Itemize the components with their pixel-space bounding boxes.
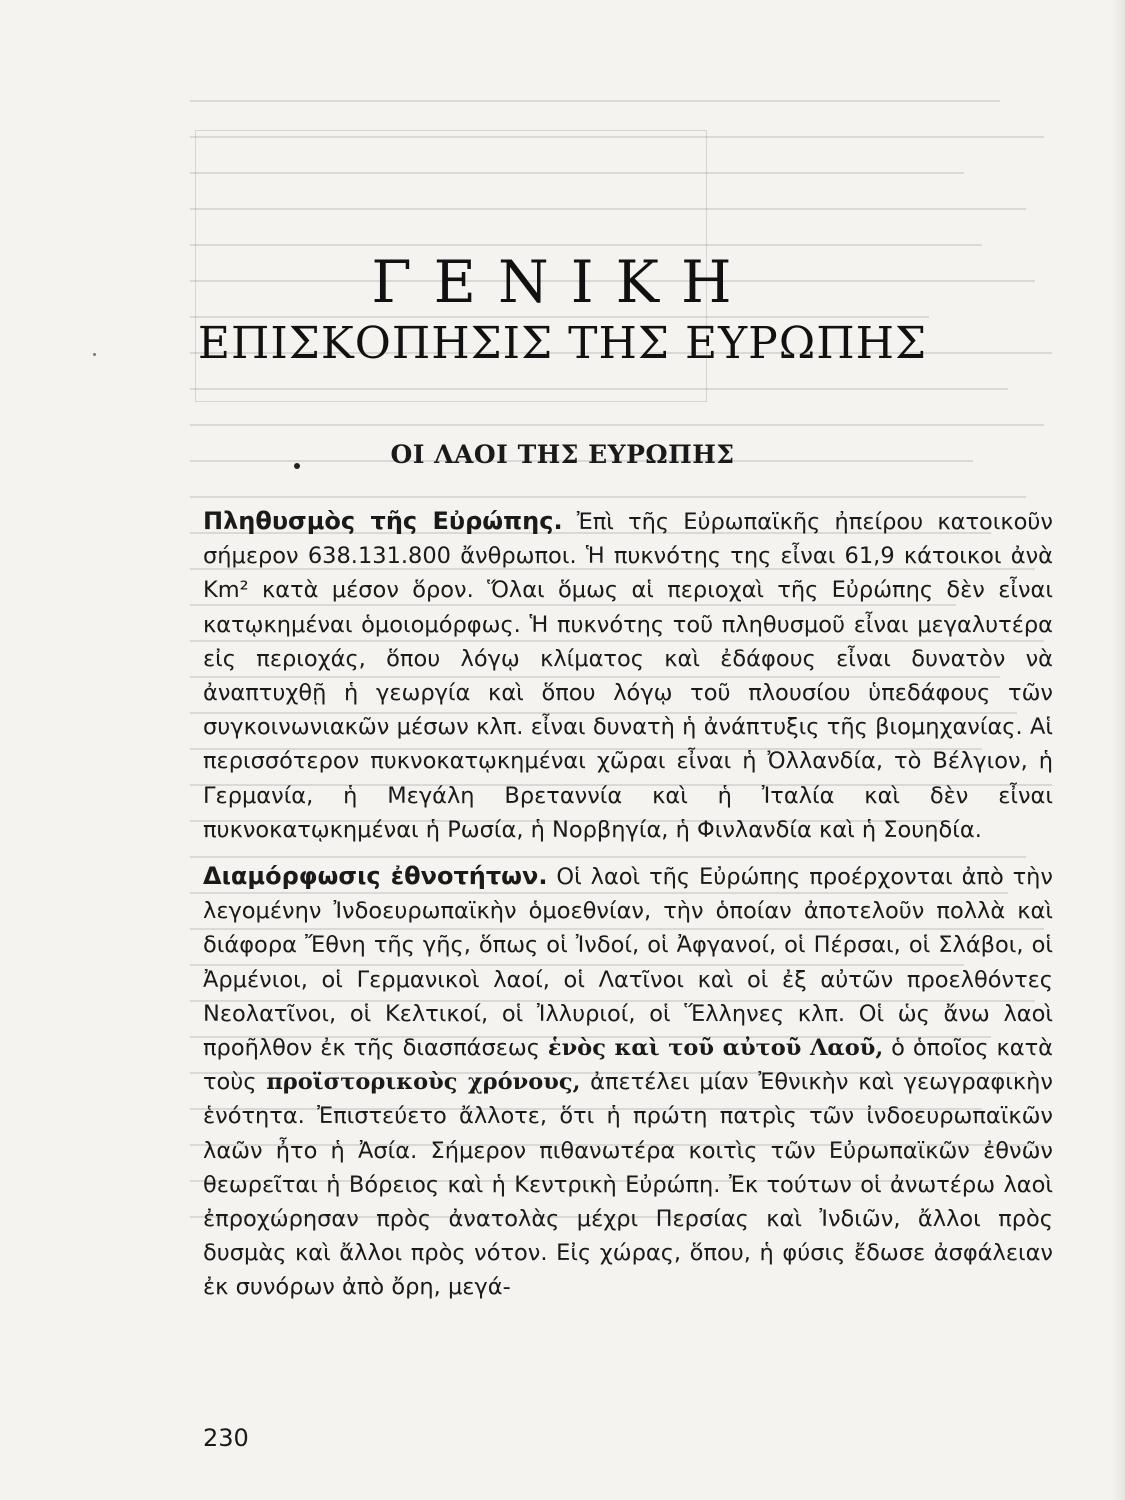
main-title-line2: ΕΠΙΣΚΟΠΗΣΙΣ ΤΗΣ ΕΥΡΩΠΗΣ [197, 318, 928, 369]
paragraph-text: ἀπετέλει μίαν Ἐθνικὴν καὶ γεωγραφικὴν ἑνότητα. Ἐπιστεύετο ἄλλοτε, ὅτι ἡ πρώτη πατρὶς τῶν ἰνδοευρωπαϊκῶν λαῶν ἦτο ἡ Ἀσία. Σήμερον πιθανωτέρα κοιτὶς τῶν Εὐρωπαϊκῶν ἐθνῶν θεωρεῖται ἡ Βόρειος καὶ ἡ Κεντρικὴ Εὐρώπη. Ἐκ τούτων οἱ ἀνωτέρω λαοὶ ἐπροχώρησαν πρὸς ἀνατολὰς μέχρι Περσίας καὶ Ἰνδιῶν, ἄλλοι πρὸς δυσμὰς καὶ ἄλλοι πρὸς νότον. Εἰς χώρας, ὅπου, ἡ φύσις ἔδωσε ἀσφάλειαν ἐκ συνόρων ἀπὸ ὄρη, μεγά- [203, 1069, 1053, 1301]
paragraph-heading: Διαμόρφωσις ἐθνοτήτων. [203, 862, 548, 891]
paragraph-text: ὁ ὁποῖος κατὰ τοὺς [203, 1035, 1053, 1096]
body-text [203, 504, 1053, 1317]
paragraph-ethnicities [203, 859, 1053, 1305]
paragraph-text: Ἐπὶ τῆς Εὐρωπαϊκῆς ἠπείρου κατοικοῦν σήμερον 638.131.800 ἄνθρωποι. Ἡ πυκνότης της εἶναι 61,9 κάτοικοι ἀνὰ Km² κατὰ μέσον ὅρον. Ὅλαι ὅμως αἱ περιοχαὶ τῆς Εὐρώπης δὲν εἶναι κατῳκημέναι ὁμοιομόρφως. Ἡ πυκνότης τοῦ πληθυσμοῦ εἶναι μεγαλυτέρα εἰς περιοχάς, ὅπου λόγῳ κλίματος καὶ ἐδάφους εἶναι δυνατὸν νὰ ἀναπτυχθῇ ἡ γεωργία καὶ ὅπου λόγῳ τοῦ πλουσίου ὑπεδάφους τῶν συγκοινωνιακῶν μέσων κλπ. εἶναι δυνατὴ ἡ ἀνάπτυξις τῆς βιομηχανίας. Αἱ περισσότερον πυκνοκατῳκημέναι χῶραι εἶναι ἡ Ὀλλανδία, τὸ Βέλγιον, ἡ Γερμανία, ἡ Μεγάλη Βρεταννία καὶ ἡ Ἰταλία καὶ δὲν εἶναι πυκνοκατῳκημέναι ἡ Ρωσία, ἡ Νορβηγία, ἡ Φινλανδία καὶ ἡ Σουηδία. [203, 509, 1053, 843]
paragraph-population [203, 504, 1053, 847]
speck-mark [93, 353, 96, 356]
paragraph-text: Οἱ λαοὶ τῆς Εὐρώπης προέρχονται ἀπὸ τὴν λεγομένην Ἰνδοευρωπαϊκὴν ὁμοεθνίαν, τὴν ὁποίαν ἀποτελοῦν πολλὰ καὶ διάφορα Ἔθνη τῆς γῆς, ὅπως οἱ Ἰνδοί, οἱ Ἀφγανοί, οἱ Πέρσαι, οἱ Σλάβοι, οἱ Ἀρμένιοι, οἱ Γερμανικοὶ λαοί, οἱ Λατῖνοι καὶ οἱ ἐξ αὐτῶν προελθόντες Νεολατῖνοι, οἱ Κελτικοί, οἱ Ἰλλυριοί, οἱ Ἕλληνες κλπ. Οἱ ὡς ἄνω λαοὶ προῆλθον ἐκ τῆς διασπάσεως [203, 864, 1053, 1062]
bold-phrase: προϊστορικοὺς χρόνους, [266, 1069, 581, 1096]
main-title-line1: ΓΕΝΙΚΗ [371, 248, 754, 316]
paragraph-heading: Πληθυσμὸς τῆς Εὐρώπης. [203, 507, 563, 535]
page-number: 230 [203, 1424, 249, 1452]
section-title: ΟΙ ΛΑΟΙ ΤΗΣ ΕΥΡΩΠΗΣ [390, 440, 735, 469]
bold-phrase: ἑνὸς καὶ τοῦ αὐτοῦ Λαοῦ, [547, 1035, 884, 1062]
page-edge-shadow [1111, 0, 1125, 1500]
